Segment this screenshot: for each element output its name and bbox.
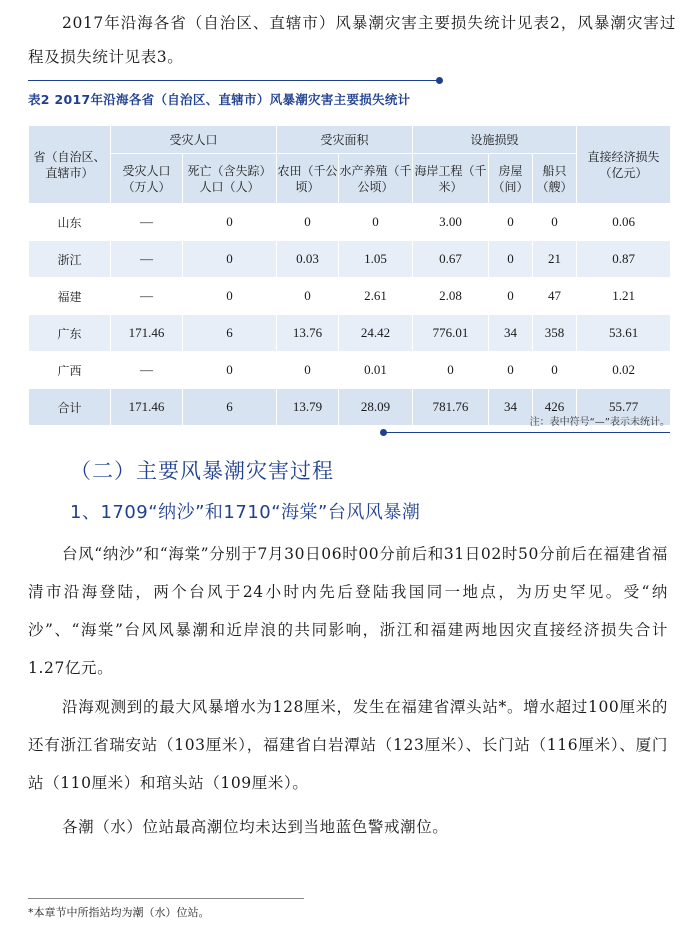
cell-loss: 0.02: [577, 352, 671, 389]
cell-affected-pop: —: [111, 352, 183, 389]
cell-farmland: 13.79: [277, 389, 339, 426]
cell-deaths: 6: [183, 315, 277, 352]
cell-affected-pop: 171.46: [111, 389, 183, 426]
cell-province: 广西: [29, 352, 111, 389]
cell-aquaculture: 24.42: [339, 315, 413, 352]
cell-province: 合计: [29, 389, 111, 426]
table-caption-rule: [28, 80, 440, 81]
header-seawall: 海岸工程（千米）: [413, 154, 489, 204]
cell-seawall: 0: [413, 352, 489, 389]
table-caption-rule-dot: [436, 77, 443, 84]
cell-farmland: 13.76: [277, 315, 339, 352]
table-row: [29, 352, 671, 389]
cell-province: 山东: [29, 204, 111, 241]
footnote-rule: [28, 898, 304, 899]
cell-aquaculture: 1.05: [339, 241, 413, 278]
cell-farmland: 0: [277, 278, 339, 315]
cell-ships: 21: [533, 241, 577, 278]
cell-affected-pop: —: [111, 204, 183, 241]
cell-aquaculture: 0: [339, 204, 413, 241]
body-paragraph: 沿海观测到的最大风暴增水为128厘米，发生在福建省潭头站*。增水超过100厘米的还有浙江省瑞安站（103厘米），福建省白岩潭站（123厘米）、长门站（116厘米）、厦门站（110厘米）和琯头站（109厘米）。: [28, 698, 668, 792]
intro-paragraph: 2017年沿海各省（自治区、直辖市）风暴潮灾害主要损失统计见表2，风暴潮灾害过程及损失统计见表3。: [28, 14, 676, 66]
cell-loss: 53.61: [577, 315, 671, 352]
header-province: 省（自治区、直辖市）: [29, 126, 111, 204]
cell-houses: 34: [489, 389, 533, 426]
cell-loss: 0.06: [577, 204, 671, 241]
cell-deaths: 0: [183, 241, 277, 278]
loss-statistics-table: [28, 125, 671, 426]
section-heading: （二）主要风暴潮灾害过程: [70, 459, 334, 483]
cell-farmland: 0.03: [277, 241, 339, 278]
header-affected-pop: 受灾人口（万人）: [111, 154, 183, 204]
cell-aquaculture: 28.09: [339, 389, 413, 426]
cell-aquaculture: 0.01: [339, 352, 413, 389]
table-row: [29, 204, 671, 241]
cell-province: 福建: [29, 278, 111, 315]
cell-houses: 0: [489, 278, 533, 315]
cell-ships: 358: [533, 315, 577, 352]
cell-seawall: 0.67: [413, 241, 489, 278]
table-note-rule: [384, 432, 670, 433]
table-row: [29, 278, 671, 315]
cell-deaths: 0: [183, 204, 277, 241]
footnote: *本章节中所指站均为潮（水）位站。: [28, 906, 210, 919]
cell-farmland: 0: [277, 204, 339, 241]
cell-seawall: 776.01: [413, 315, 489, 352]
cell-province: 广东: [29, 315, 111, 352]
table-row: [29, 241, 671, 278]
cell-houses: 34: [489, 315, 533, 352]
cell-affected-pop: —: [111, 241, 183, 278]
table-note: 注：表中符号“—”表示未统计。: [529, 417, 670, 428]
cell-seawall: 2.08: [413, 278, 489, 315]
cell-houses: 0: [489, 352, 533, 389]
cell-ships: 0: [533, 204, 577, 241]
cell-affected-pop: 171.46: [111, 315, 183, 352]
cell-aquaculture: 2.61: [339, 278, 413, 315]
cell-loss: 55.77: [577, 389, 671, 426]
header-farmland: 农田（千公顷）: [277, 154, 339, 204]
header-deaths: 死亡（含失踪）人口（人）: [183, 154, 277, 204]
header-group-facilities: 设施损毁: [413, 126, 577, 154]
subsection-heading: 1、1709“纳沙”和1710“海棠”台风风暴潮: [70, 502, 421, 523]
cell-seawall: 3.00: [413, 204, 489, 241]
header-houses: 房屋（间）: [489, 154, 533, 204]
cell-ships: 426: [533, 389, 577, 426]
header-ships: 船只（艘）: [533, 154, 577, 204]
cell-affected-pop: —: [111, 278, 183, 315]
header-group-population: 受灾人口: [111, 126, 277, 154]
cell-deaths: 0: [183, 352, 277, 389]
cell-ships: 47: [533, 278, 577, 315]
cell-province: 浙江: [29, 241, 111, 278]
cell-deaths: 6: [183, 389, 277, 426]
body-paragraph: 台风“纳沙”和“海棠”分别于7月30日06时00分前后和31日02时50分前后在福建省福清市沿海登陆，两个台风于24小时内先后登陆我国同一地点，为历史罕见。受“纳沙”、“海棠”台风风暴潮和近岸浪的共同影响，浙江和福建两地因灾直接经济损失合计1.27亿元。: [28, 545, 668, 677]
cell-houses: 0: [489, 204, 533, 241]
cell-loss: 0.87: [577, 241, 671, 278]
header-aquaculture: 水产养殖（千公顷）: [339, 154, 413, 204]
cell-ships: 0: [533, 352, 577, 389]
cell-deaths: 0: [183, 278, 277, 315]
header-direct-loss: 直接经济损失（亿元）: [577, 126, 671, 204]
cell-farmland: 0: [277, 352, 339, 389]
table-caption: 表2 2017年沿海各省（自治区、直辖市）风暴潮灾害主要损失统计: [28, 92, 411, 107]
cell-loss: 1.21: [577, 278, 671, 315]
cell-houses: 0: [489, 241, 533, 278]
body-paragraph: 各潮（水）位站最高潮位均未达到当地蓝色警戒潮位。: [62, 818, 449, 836]
cell-seawall: 781.76: [413, 389, 489, 426]
table-row: [29, 315, 671, 352]
header-group-area: 受灾面积: [277, 126, 413, 154]
